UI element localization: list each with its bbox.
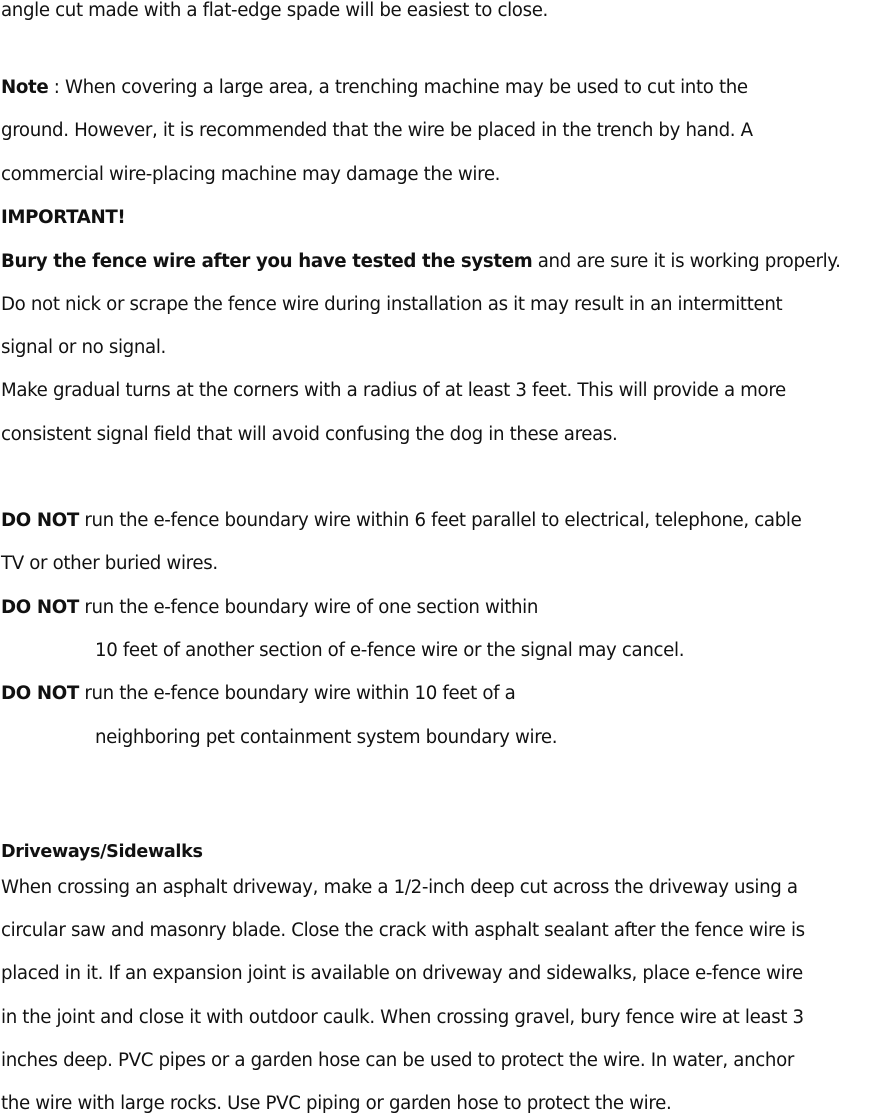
note-line-3: commercial wire-placing machine may damage the wire. — [1, 164, 501, 185]
bury-rest-text: and are sure it is working properly. — [532, 251, 841, 272]
do-not-label: DO NOT — [1, 510, 79, 531]
note-text: : When covering a large area, a trenching machine may be used to cut into the — [48, 77, 748, 98]
do-not-item-1-text: run the e-fence boundary wire within 6 feet parallel to electrical, telephone, cable — [78, 510, 802, 531]
driveways-line-5: inches deep. PVC pipes or a garden hose can be used to protect the wire. In water, anchor — [1, 1050, 794, 1071]
do-not-item-3-text: run the e-fence boundary wire within 10 feet of a — [78, 683, 516, 704]
bury-bold-text: Bury the fence wire after you have tested the system — [1, 251, 533, 272]
do-not-item-3-line-1 — [1, 683, 515, 705]
driveways-line-3: placed in it. If an expansion joint is available on driveway and sidewalks, place e-fence wire — [1, 963, 803, 984]
nick-line-2: signal or no signal. — [1, 337, 166, 358]
driveways-line-2: circular saw and masonry blade. Close the crack with asphalt sealant after the fence wire is — [1, 920, 805, 941]
driveways-line-4: in the joint and close it with outdoor caulk. When crossing gravel, bury fence wire at least 3 — [1, 1007, 804, 1028]
do-not-item-3-line-2: neighboring pet containment system boundary wire. — [95, 727, 558, 748]
note-label: Note — [1, 77, 49, 98]
nick-line-1: Do not nick or scrape the fence wire during installation as it may result in an intermittent — [1, 294, 783, 315]
intro-line: angle cut made with a flat-edge spade will be easiest to close. — [1, 0, 548, 21]
driveways-line-1: When crossing an asphalt driveway, make a 1/2-inch deep cut across the driveway using a — [1, 877, 798, 898]
do-not-label: DO NOT — [1, 683, 79, 704]
important-title: IMPORTANT! — [1, 207, 126, 228]
do-not-item-1-line-1 — [1, 510, 801, 532]
note-line-2: ground. However, it is recommended that the wire be placed in the trench by hand. A — [1, 120, 753, 141]
bury-line — [1, 251, 841, 273]
do-not-item-2-line-1 — [1, 597, 538, 619]
do-not-label: DO NOT — [1, 597, 79, 618]
driveways-line-6: the wire with large rocks. Use PVC piping or garden hose to protect the wire. — [1, 1093, 672, 1114]
do-not-item-1-line-2: TV or other buried wires. — [1, 553, 218, 574]
note-line-1 — [1, 77, 748, 99]
turns-line-2: consistent signal field that will avoid confusing the dog in these areas. — [1, 424, 618, 445]
driveways-heading: Driveways/Sidewalks — [1, 842, 203, 862]
do-not-item-2-text: run the e-fence boundary wire of one section within — [78, 597, 539, 618]
turns-line-1: Make gradual turns at the corners with a radius of at least 3 feet. This will provide a more — [1, 380, 786, 401]
do-not-item-2-line-2: 10 feet of another section of e-fence wire or the signal may cancel. — [95, 640, 685, 661]
